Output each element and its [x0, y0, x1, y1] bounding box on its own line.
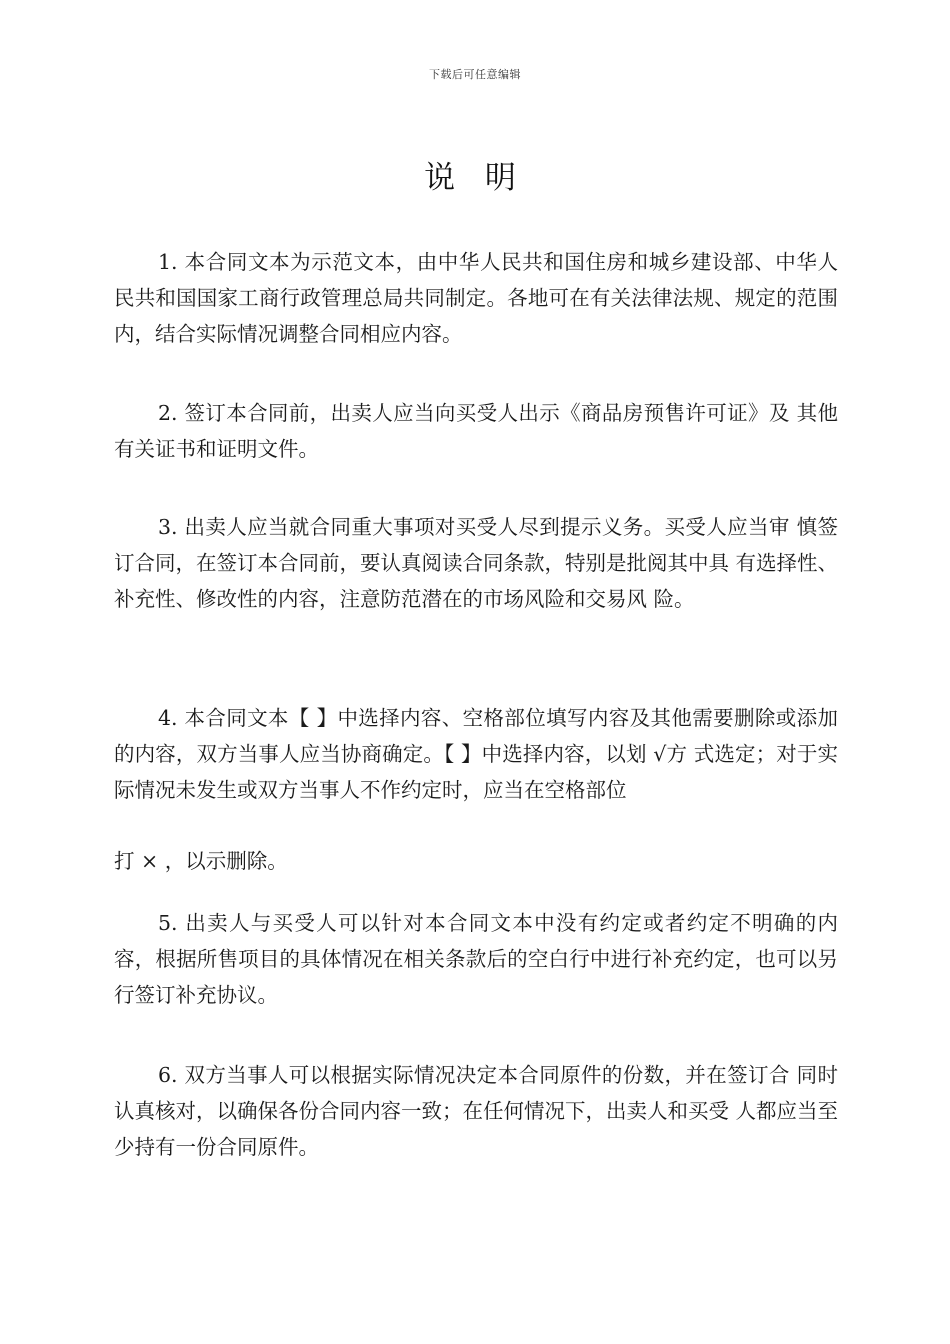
paragraph-4-continuation: 打 × ，以示删除。 — [114, 849, 288, 873]
paragraph-3: 3. 出卖人应当就合同重大事项对买受人尽到提示义务。买受人应当审 慎签订合同，在签订本合同前，要认真阅读合同条款，特别是批阅其中具 有选择性、补充性、修改性的内容，注意防范潜在的市场风险和交易风 险。 — [114, 515, 839, 611]
page-title: 说 明 — [424, 160, 526, 196]
paragraph-1: 1. 本合同文本为示范文本，由中华人民共和国住房和城乡建设部、中华人民共和国国家工商行政管理总局共同制定。各地可在有关法律法规、规定的范围内，结合实际情况调整合同相应内容。 — [114, 250, 838, 346]
paragraph-5: 5. 出卖人与买受人可以针对本合同文本中没有约定或者约定不明确的内容，根据所售项目的具体情况在相关条款后的空白行中进行补充约定，也可以另行签订补充协议。 — [114, 911, 838, 1007]
header-note: 下载后可任意编辑 — [429, 68, 521, 81]
paragraph-6: 6. 双方当事人可以根据实际情况决定本合同原件的份数，并在签订合 同时认真核对，以确保各份合同内容一致；在任何情况下，出卖人和买受 人都应当至少持有一份合同原件。 — [114, 1063, 839, 1159]
paragraph-2: 2. 签订本合同前，出卖人应当向买受人出示《商品房预售许可证》及 其他有关证书和证明文件。 — [114, 401, 838, 461]
paragraph-4: 4. 本合同文本【 】中选择内容、空格部位填写内容及其他需要删除或添加的内容，双方当事人应当协商确定。【 】中选择内容，以划 √方 式选定；对于实际情况未发生或双方当事人不作约定时，应当在空格部位 — [114, 706, 838, 802]
